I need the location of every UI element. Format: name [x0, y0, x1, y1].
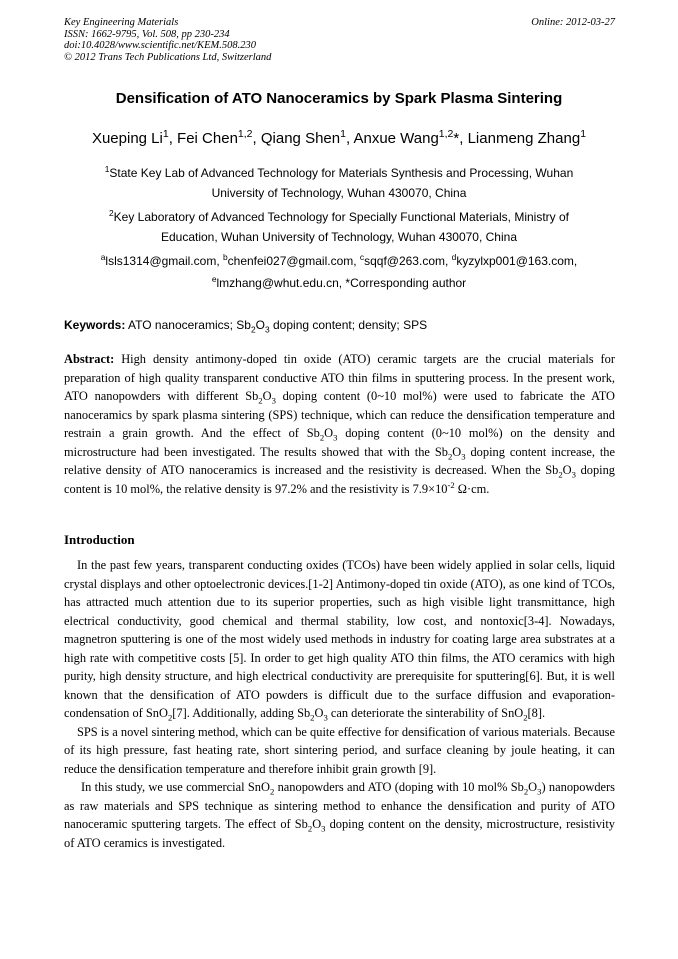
- abstract-text: High density antimony-doped tin oxide (ATO) ceramic targets are the crucial materials for preparation of high quality transparent conductive ATO thin films in sputtering process. In the present work, ATO nanopowders with different $Sb_2O_3$ doping content (0~10 mol%) were used to fabricate the ATO nanoceramics by spark plasma sintering (SPS) technique, which can reduce the densification temperature and restrain a grain growth. And the effect of $Sb_2O_3$ doping content (0~10 mol%) on the density and microstructure had been investigated. The results showed that with the $Sb_2O_3$ doping content increase, the relative density of ATO nanoceramics is increased and the resistivity is decreased. When the $Sb_2O_3$ doping content is 10 mol%, the relative density is 97.2% and the resistivity is $7.9\times 10^{-2}$ Ω·cm.: [64, 352, 615, 496]
- issn: ISSN: 1662-9795, Vol. 508, pp 230-234: [64, 28, 230, 40]
- corresponding-mark: *: [453, 130, 460, 147]
- keywords-label: Keywords:: [64, 318, 126, 332]
- author-name: Fei Chen: [177, 130, 238, 147]
- author-affiliation-mark: 1: [580, 128, 587, 140]
- affiliation-1: [0, 163, 678, 203]
- affiliation-line: State Key Lab of Advanced Technology for Materials Synthesis and Processing, Wuhan: [109, 166, 574, 180]
- paper-title: Densification of ATO Nanoceramics by Spark Plasma Sintering: [115, 90, 563, 107]
- author-affiliation-mark: 1: [340, 128, 346, 140]
- paragraph: In the past few years, transparent conducting oxides (TCOs) have been widely applied in solar cells, liquid crystal displays and other optoelectronic devices.[1-2] Antimony-doped tin oxide (ATO), as one kind of TCOs, has attracted much attention due to its superior properties, such as high visible light transmittance, high electrical conductivity, good chemical and thermal stability, low cost, and nontoxic[3-4]. Nowadays, magnetron sputtering is one of the most widely used methods in industry for coating large area substrates at a high rate with competitive costs [5]. In order to get high quality ATO thin films, the ATO ceramics with high purity, high density structure, and high electrical conductivity are prerequisite for sputtering[6]. But, it is well known that the densification of ATO powders is difficult due to the surface diffusion and evaporation-condensation of SnO$_2$[7]. Additionally, adding $Sb_2O_3$ can deteriorate the sinterability of SnO$_2$[8].: [64, 558, 615, 723]
- author-list: Xueping Li$^1$, Fei Chen$^{1,2}$, Qiang Shen$^1$, Anxue Wang$^{1,2}$*, Lianmeng Zhang$^1$: [91, 128, 587, 147]
- email-link[interactable]: sqqf@263.com: [364, 254, 445, 268]
- affiliation-line: University of Technology, Wuhan 430070, China: [211, 186, 467, 200]
- affiliation-mark: 1: [104, 164, 110, 174]
- author-name: Xueping Li: [91, 130, 163, 147]
- corresponding-author-note: *Corresponding author: [345, 276, 467, 290]
- paragraph: In this study, we use commercial SnO$_2$ nanopowders and ATO (doping with 10 mol% $Sb_2O_3$) nanopowders as raw materials and SPS technique as sintering method to enhance the densification and purity of ATO nanoceramic sputtering targets. The effect of $Sb_2O_3$ doping content on the density, microstructure, resistivity of ATO ceramics is investigated.: [64, 780, 615, 850]
- email-block: $^a$lsls1314@gmail.com, $^b$chenfei027@gmail.com, $^c$sqqf@263.com, $^d$kyzylxp001@163.com, $^e$lmzhang@whut.edu.cn, *Corresponding author: [100, 252, 578, 290]
- copyright: © 2012 Trans Tech Publications Ltd, Switzerland: [64, 51, 272, 63]
- section-heading-introduction: Introduction: [64, 532, 135, 547]
- email-link[interactable]: lsls1314@gmail.com: [105, 254, 217, 268]
- doi: doi:10.4028/www.scientific.net/KEM.508.230: [64, 40, 256, 51]
- affiliation-line: Key Laboratory of Advanced Technology for Specially Functional Materials, Ministry of: [113, 210, 569, 224]
- affiliation-mark: 2: [108, 208, 114, 218]
- keywords: [64, 318, 616, 335]
- affiliation-2: [0, 207, 678, 247]
- email-link[interactable]: lmzhang@whut.edu.cn: [216, 276, 339, 290]
- author-name: Lianmeng Zhang: [467, 130, 581, 147]
- affiliation-line: Education, Wuhan University of Technology, Wuhan 430070, China: [160, 230, 517, 244]
- author-affiliation-mark: 1: [162, 128, 169, 140]
- journal-name: Key Engineering Materials: [64, 17, 179, 28]
- abstract-label: Abstract:: [64, 352, 115, 366]
- email-link[interactable]: kyzylxp001@163.com: [456, 254, 574, 268]
- paragraph: SPS is a novel sintering method, which can be quite effective for densification of various materials. Because of its high pressure, fast heating rate, short sintering period, and surface cleaning by joule heating, it can reduce the densification temperature and therefore inhibit grain growth [9].: [64, 724, 615, 776]
- author-affiliation-mark: 1,2: [438, 128, 454, 140]
- abstract: [64, 350, 615, 498]
- introduction-body: [64, 556, 615, 852]
- email-link[interactable]: chenfei027@gmail.com: [227, 254, 354, 268]
- author-name: Anxue Wang: [353, 130, 439, 147]
- author-affiliation-mark: 1,2: [237, 128, 253, 140]
- journal-header: [64, 17, 615, 63]
- author-name: Qiang Shen: [260, 130, 341, 147]
- online-date: Online: 2012-03-27: [531, 17, 615, 28]
- keywords-text: ATO nanoceramics; $Sb_2O_3$ doping content; density; SPS: [128, 318, 428, 335]
